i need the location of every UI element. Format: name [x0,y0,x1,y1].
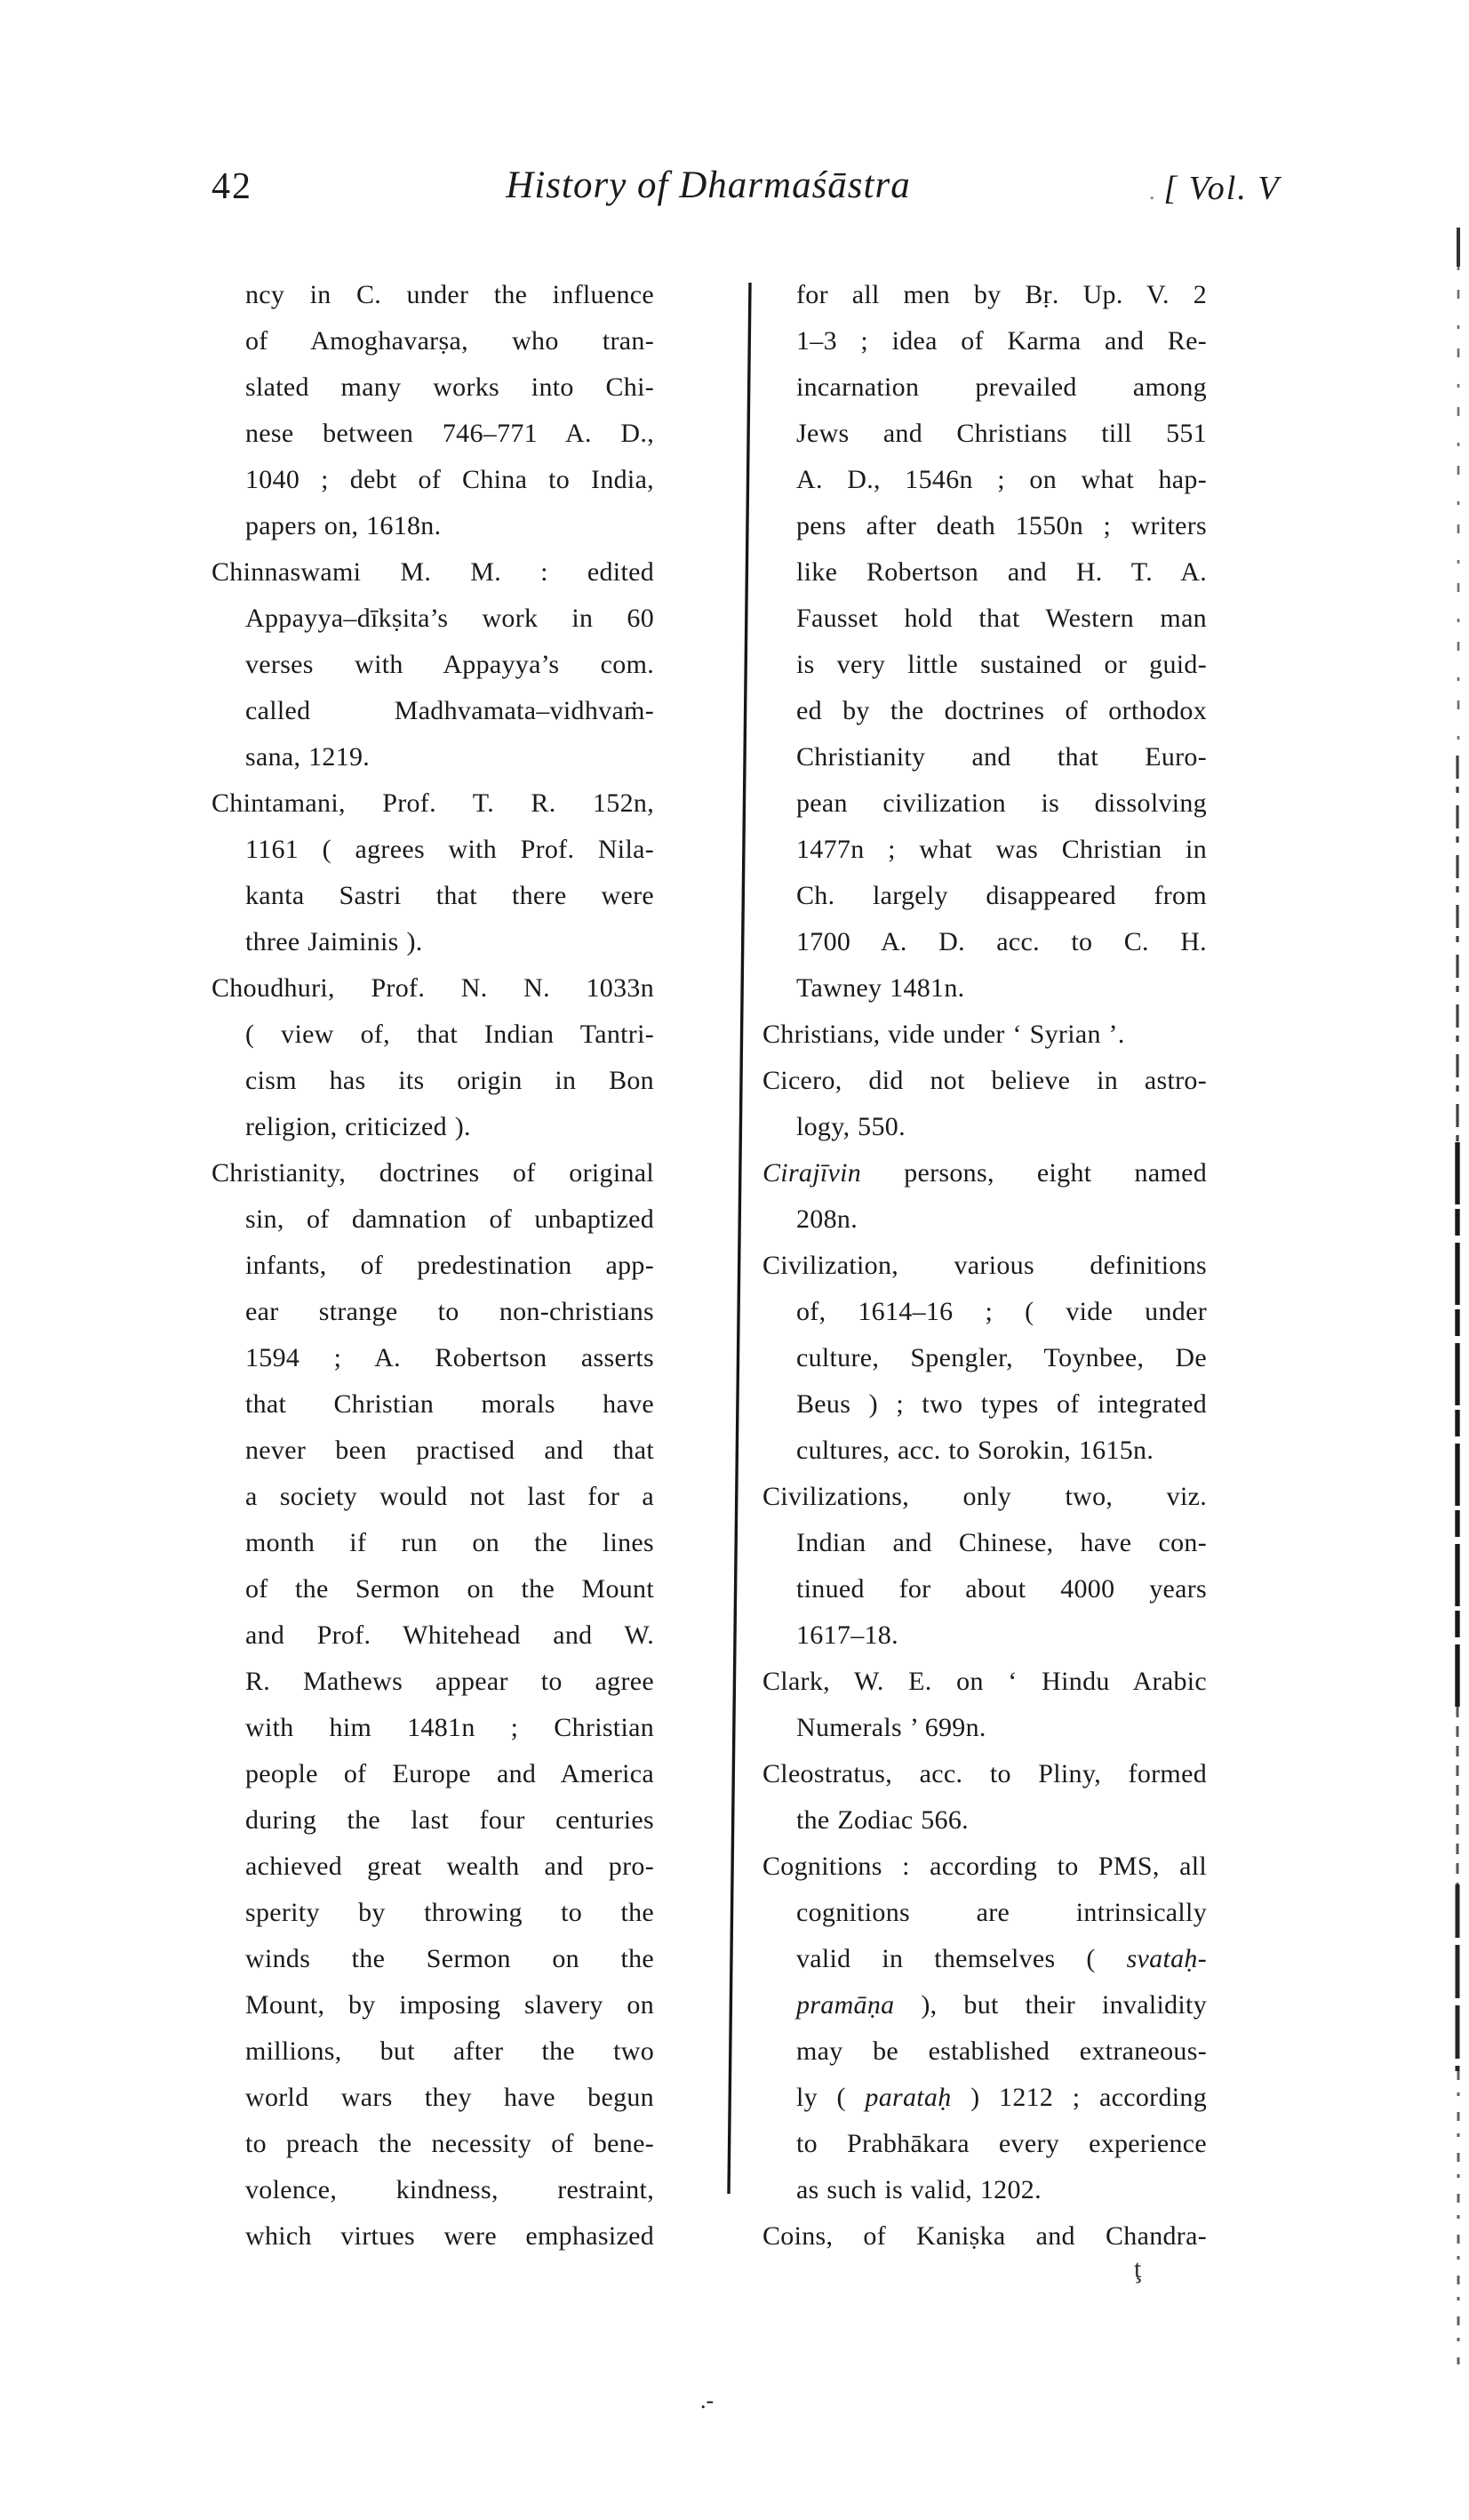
index-entry [762,1659,1207,1751]
ink-speck: .- [700,2388,715,2413]
italic-term: svataḥ- [1126,1944,1207,1973]
index-text: religion, criticized ). [245,1112,471,1141]
index-text: tinued for about 4000 years [796,1574,1207,1604]
index-entry [762,1474,1207,1659]
index-line [762,1474,1207,1520]
index-text: cognitions are intrinsically [796,1898,1207,1927]
index-line [762,827,1207,873]
index-text: persons, eight named [861,1158,1207,1188]
index-text: a society would not last for a [245,1482,654,1511]
index-text: Christianity, doctrines of original [212,1158,654,1188]
index-entry [762,1751,1207,1844]
index-entry [212,272,654,549]
index-text: 208n. [796,1204,858,1234]
index-line [212,1566,654,1612]
index-text: of, 1614–16 ; ( vide under [796,1297,1207,1326]
index-line [212,1936,654,1982]
italic-term: pramāṇa [796,1990,895,2020]
index-text: A. D., 1546n ; on what hap- [796,465,1207,494]
index-line [762,1520,1207,1566]
index-line [762,1058,1207,1104]
index-text: R. Mathews appear to agree [245,1667,654,1696]
index-text: the Zodiac 566. [796,1805,969,1835]
index-line [212,2213,654,2260]
index-text: Cleostratus, acc. to Pliny, formed [762,1759,1207,1788]
index-entry [762,1243,1207,1474]
index-line [212,272,654,318]
index-line [762,2121,1207,2167]
index-line [212,965,654,1012]
running-title: History of Dharmaśāstra [506,164,911,206]
index-text: Clark, W. E. on ‘ Hindu Arabic [762,1667,1207,1696]
index-text: pens after death 1550n ; writers [796,511,1207,540]
index-line [212,2167,654,2213]
index-line [212,411,654,457]
index-text: month if run on the lines [245,1528,654,1557]
index-text: nese between 746–771 A. D., [245,419,654,448]
index-line [762,688,1207,734]
index-line [762,1982,1207,2028]
index-line [212,1428,654,1474]
index-text: Ch. largely disappeared from [796,881,1207,910]
index-entry [762,2213,1207,2260]
index-text: slated many works into Chi- [245,372,654,402]
ink-speck: ţ [1134,2254,1142,2284]
index-text: Chinnaswami M. M. : edited [212,557,654,587]
italic-term: Cirajīvin [762,1158,862,1188]
volume-text: [ Vol. V [1163,170,1281,207]
index-line [212,1705,654,1751]
index-text: sana, 1219. [245,742,371,772]
index-text: Beus ) ; two types of integrated [796,1389,1207,1419]
index-entry [212,549,654,780]
index-line [762,1104,1207,1150]
index-text: incarnation prevailed among [796,372,1207,402]
index-text: valid in themselves ( [796,1944,1127,1973]
index-line [212,1659,654,1705]
index-line [762,1012,1207,1058]
index-line [212,318,654,364]
index-entry [762,272,1207,1012]
index-text: that Christian morals have [245,1389,654,1419]
index-text: Civilization, various definitions [762,1251,1207,1280]
index-text: for all men by Bṛ. Up. V. 2 [796,280,1207,309]
index-line [762,642,1207,688]
ink-speck: . [1149,179,1157,204]
index-text: sin, of damnation of unbaptized [245,1204,654,1234]
index-line [762,457,1207,503]
index-text: 1594 ; A. Robertson asserts [245,1343,654,1372]
index-line [762,2075,1207,2121]
index-line [762,1936,1207,1982]
index-line [762,1797,1207,1844]
index-text: volence, kindness, restraint, [245,2175,654,2204]
left-column [212,272,654,2260]
index-text: millions, but after the two [245,2036,654,2066]
index-text: which virtues were emphasized [245,2221,654,2251]
index-entry [212,780,654,965]
index-line [762,1335,1207,1381]
index-line [212,1381,654,1428]
index-line [212,1058,654,1104]
index-text: is very little sustained or guid- [796,650,1207,679]
index-text: to Prabhākara every experience [796,2129,1207,2158]
index-line [762,1381,1207,1428]
index-line [762,318,1207,364]
index-line [762,364,1207,411]
index-text: of Amoghavarṣa, who tran- [245,326,654,356]
index-line [212,642,654,688]
index-line [212,688,654,734]
index-text: logy, 550. [796,1112,906,1141]
index-line [212,1797,654,1844]
index-text: achieved great wealth and pro- [245,1852,654,1881]
index-line [762,1844,1207,1890]
index-text: three Jaiminis ). [245,927,423,956]
index-text: 1161 ( agrees with Prof. Nila- [245,835,654,864]
index-text: 1477n ; what was Christian in [796,835,1207,864]
index-text: 1040 ; debt of China to India, [245,465,654,494]
index-text: verses with Appayya’s com. [245,650,654,679]
index-line [212,1243,654,1289]
volume-label [1149,169,1281,208]
index-text: as such is valid, 1202. [796,2175,1042,2204]
index-text: ear strange to non-christians [245,1297,654,1326]
index-text: Christianity and that Euro- [796,742,1207,772]
index-line [762,2028,1207,2075]
index-line [212,1844,654,1890]
index-text: never been practised and that [245,1436,654,1465]
index-line [212,2121,654,2167]
index-line [212,1150,654,1196]
index-text: culture, Spengler, Toynbee, De [796,1343,1207,1372]
index-line [212,1520,654,1566]
index-line [212,364,654,411]
index-text: 1700 A. D. acc. to C. H. [796,927,1207,956]
index-text: to preach the necessity of bene- [245,2129,654,2158]
index-line [762,1705,1207,1751]
index-line [212,596,654,642]
index-text: pean civilization is dissolving [796,788,1207,818]
index-line [762,1243,1207,1289]
index-line [762,272,1207,318]
index-line [212,1104,654,1150]
index-line [762,596,1207,642]
italic-term: parataḥ [865,2083,952,2112]
index-line [762,503,1207,549]
index-text: ) 1212 ; according [951,2083,1208,2112]
index-text: world wars they have begun [245,2083,654,2112]
index-line [212,1196,654,1243]
index-text: Cognitions : according to PMS, all [762,1852,1207,1881]
index-line [762,919,1207,965]
page-number: 42 [212,166,252,207]
index-text: kanta Sastri that there were [245,881,654,910]
index-entry [762,1012,1207,1058]
index-line [212,1474,654,1520]
index-line [212,734,654,780]
index-text: Indian and Chinese, have con- [796,1528,1207,1557]
index-text: Chintamani, Prof. T. R. 152n, [212,788,654,818]
index-line [762,1659,1207,1705]
index-text: winds the Sermon on the [245,1944,654,1973]
index-line [762,1196,1207,1243]
index-text: ncy in C. under the influence [245,280,654,309]
index-line [762,549,1207,596]
index-text: called Madhvamata–vidhvaṁ- [245,696,654,725]
index-line [212,2028,654,2075]
index-entry [212,1150,654,2260]
index-line [212,1890,654,1936]
index-line [212,2075,654,2121]
index-text: of the Sermon on the Mount [245,1574,654,1604]
index-text: cultures, acc. to Sorokin, 1615n. [796,1436,1154,1465]
index-text: may be established extraneous- [796,2036,1207,2066]
index-line [212,1012,654,1058]
index-text: papers on, 1618n. [245,511,442,540]
index-line [762,780,1207,827]
index-text: Choudhuri, Prof. N. N. 1033n [212,973,654,1003]
index-line [212,873,654,919]
index-line [762,1612,1207,1659]
index-line [762,1289,1207,1335]
index-entry [762,1150,1207,1243]
index-text: and Prof. Whitehead and W. [245,1620,654,1650]
index-line [212,919,654,965]
index-text: people of Europe and America [245,1759,654,1788]
column-divider-rule [729,283,750,2194]
index-line [762,2213,1207,2260]
index-line [762,873,1207,919]
index-line [212,549,654,596]
index-line [212,457,654,503]
index-text: ( view of, that Indian Tantri- [245,1020,654,1049]
index-text: 1617–18. [796,1620,898,1650]
index-text: ed by the doctrines of orthodox [796,696,1207,725]
index-entry [762,1844,1207,2213]
index-line [212,1751,654,1797]
index-line [212,1982,654,2028]
index-line [762,2167,1207,2213]
index-line [762,1751,1207,1797]
index-text: Christians, vide under ‘ Syrian ’. [762,1020,1125,1049]
index-line [762,1150,1207,1196]
index-text: Fausset hold that Western man [796,604,1207,633]
index-line [212,1289,654,1335]
index-text: Jews and Christians till 551 [796,419,1207,448]
index-text: cism has its origin in Bon [245,1066,654,1095]
index-text: sperity by throwing to the [245,1898,654,1927]
index-text: Appayya–dīkṣita’s work in 60 [245,604,654,633]
index-line [762,1566,1207,1612]
index-text: Civilizations, only two, viz. [762,1482,1207,1511]
index-line [212,780,654,827]
index-line [212,1612,654,1659]
index-line [762,734,1207,780]
index-line [212,1335,654,1381]
index-line [212,827,654,873]
index-text: Cicero, did not believe in astro- [762,1066,1207,1095]
index-text: Mount, by imposing slavery on [245,1990,654,2020]
index-text: Tawney 1481n. [796,973,965,1003]
right-column [762,272,1207,2260]
index-line [762,1428,1207,1474]
index-text: during the last four centuries [245,1805,654,1835]
index-text: with him 1481n ; Christian [245,1713,654,1742]
index-line [212,503,654,549]
index-entry [762,1058,1207,1150]
index-text: Coins, of Kaniṣka and Chandra- [762,2221,1207,2251]
index-text: ), but their invalidity [894,1990,1207,2020]
index-line [762,1890,1207,1936]
page-header [0,0,1469,207]
index-text: Numerals ’ 699n. [796,1713,986,1742]
index-text: infants, of predestination app- [245,1251,654,1280]
index-line [762,411,1207,457]
index-text: ly ( [796,2083,866,2112]
index-entry [212,965,654,1150]
index-text: like Robertson and H. T. A. [796,557,1207,587]
index-line [762,965,1207,1012]
index-text: 1–3 ; idea of Karma and Re- [796,326,1207,356]
